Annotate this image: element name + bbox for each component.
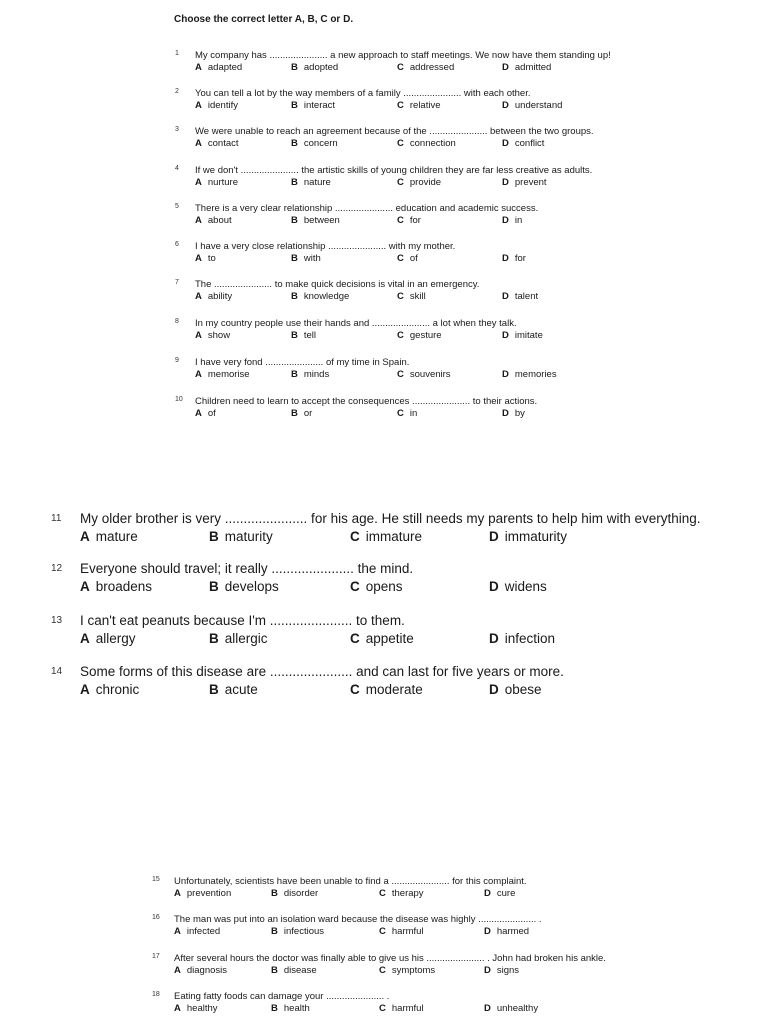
option-text: chronic xyxy=(95,682,140,697)
option-text: with xyxy=(303,253,321,264)
option-letter: D xyxy=(489,579,499,594)
option-letter: C xyxy=(397,138,404,149)
option-letter: C xyxy=(397,215,404,226)
option-letter: D xyxy=(502,408,509,419)
option-a[interactable] xyxy=(195,177,238,188)
option-letter: B xyxy=(209,631,219,646)
option-letter: A xyxy=(174,965,181,976)
option-c[interactable] xyxy=(397,408,417,419)
option-text: signs xyxy=(496,965,520,976)
option-b[interactable] xyxy=(271,1003,310,1014)
option-letter: B xyxy=(271,926,278,937)
option-text: nurture xyxy=(207,177,238,188)
option-d[interactable] xyxy=(502,138,544,149)
option-letter: D xyxy=(502,100,509,111)
option-text: connection xyxy=(409,138,456,149)
option-text: maturity xyxy=(224,529,273,544)
question-stem: If we don't ...................... the artistic skills of young children they are far less creative as adults. xyxy=(195,165,593,176)
option-letter: C xyxy=(397,177,404,188)
option-text: immaturity xyxy=(504,529,568,544)
option-b[interactable] xyxy=(271,888,318,899)
option-letter: D xyxy=(489,682,499,697)
question-number: 13 xyxy=(51,615,63,626)
question-number: 1 xyxy=(175,50,179,57)
question-stem: My company has ...................... a new approach to staff meetings. We now have them standing up! xyxy=(195,50,611,61)
option-a[interactable] xyxy=(195,253,216,264)
option-b[interactable] xyxy=(291,369,329,380)
option-text: show xyxy=(207,330,231,341)
option-text: admitted xyxy=(514,62,552,73)
option-letter: B xyxy=(291,138,298,149)
option-d[interactable] xyxy=(502,253,526,264)
option-letter: A xyxy=(195,62,202,73)
option-letter: A xyxy=(80,682,90,697)
option-letter: A xyxy=(174,926,181,937)
option-c[interactable] xyxy=(379,888,424,899)
option-letter: B xyxy=(291,369,298,380)
option-text: obese xyxy=(504,682,542,697)
option-text: disease xyxy=(283,965,317,976)
option-c[interactable] xyxy=(397,369,451,380)
question-number: 9 xyxy=(175,357,179,364)
option-text: gesture xyxy=(409,330,442,341)
option-a[interactable] xyxy=(195,100,238,111)
question-number: 12 xyxy=(51,563,63,574)
option-letter: B xyxy=(209,529,219,544)
question-number: 2 xyxy=(175,88,179,95)
option-letter: A xyxy=(195,408,202,419)
option-a[interactable] xyxy=(80,631,136,646)
option-c[interactable] xyxy=(350,529,422,544)
option-text: broadens xyxy=(95,579,153,594)
option-text: tell xyxy=(303,330,317,341)
question-number: 7 xyxy=(175,279,179,286)
option-letter: C xyxy=(379,926,386,937)
option-text: cure xyxy=(496,888,516,899)
option-letter: D xyxy=(489,631,499,646)
option-text: unhealthy xyxy=(496,1003,539,1014)
option-letter: D xyxy=(502,253,509,264)
option-a[interactable] xyxy=(174,965,227,976)
option-c[interactable] xyxy=(397,177,441,188)
option-text: harmful xyxy=(391,926,424,937)
option-letter: B xyxy=(291,62,298,73)
option-letter: C xyxy=(350,631,360,646)
option-text: appetite xyxy=(365,631,414,646)
option-d[interactable] xyxy=(489,682,542,697)
option-text: allergic xyxy=(224,631,268,646)
option-c[interactable] xyxy=(397,215,421,226)
option-b[interactable] xyxy=(291,253,321,264)
question-stem: The ...................... to make quick decisions is vital in an emergency. xyxy=(195,279,480,290)
option-b[interactable] xyxy=(209,631,268,646)
option-text: in xyxy=(514,215,523,226)
option-letter: C xyxy=(397,291,404,302)
option-d[interactable] xyxy=(502,177,547,188)
question-stem: You can tell a lot by the way members of a family ...................... with each other. xyxy=(195,88,531,99)
option-letter: A xyxy=(195,215,202,226)
option-a[interactable] xyxy=(80,529,138,544)
option-text: mature xyxy=(95,529,138,544)
option-c[interactable] xyxy=(350,579,403,594)
option-letter: D xyxy=(502,291,509,302)
option-text: talent xyxy=(514,291,539,302)
option-b[interactable] xyxy=(291,215,340,226)
option-text: disorder xyxy=(283,888,319,899)
question-number: 4 xyxy=(175,165,179,172)
option-letter: A xyxy=(174,1003,181,1014)
option-text: for xyxy=(514,253,526,264)
option-letter: B xyxy=(291,291,298,302)
option-letter: D xyxy=(489,529,499,544)
option-c[interactable] xyxy=(379,1003,424,1014)
option-text: therapy xyxy=(391,888,424,899)
option-text: harmed xyxy=(496,926,530,937)
option-text: concern xyxy=(303,138,338,149)
option-b[interactable] xyxy=(291,138,338,149)
option-b[interactable] xyxy=(271,965,317,976)
option-b[interactable] xyxy=(209,529,273,544)
question-number: 15 xyxy=(152,876,160,883)
option-letter: B xyxy=(291,408,298,419)
option-letter: D xyxy=(502,138,509,149)
option-c[interactable] xyxy=(397,291,426,302)
option-letter: C xyxy=(397,369,404,380)
option-text: immature xyxy=(365,529,423,544)
option-a[interactable] xyxy=(80,579,152,594)
option-text: of xyxy=(409,253,418,264)
question-stem: Some forms of this disease are ...................... and can last for five years or more. xyxy=(80,664,564,679)
option-text: ability xyxy=(207,291,233,302)
exercise-instruction: Choose the correct letter A, B, C or D. xyxy=(174,14,354,25)
option-text: allergy xyxy=(95,631,136,646)
question-stem: Eating fatty foods can damage your ...................... . xyxy=(174,991,390,1002)
option-letter: D xyxy=(502,215,509,226)
option-c[interactable] xyxy=(350,682,423,697)
option-text: symptoms xyxy=(391,965,436,976)
option-text: souvenirs xyxy=(409,369,451,380)
option-a[interactable] xyxy=(195,215,232,226)
option-d[interactable] xyxy=(484,1003,538,1014)
option-letter: A xyxy=(80,529,90,544)
option-text: identify xyxy=(207,100,238,111)
option-a[interactable] xyxy=(195,330,230,341)
option-text: memories xyxy=(514,369,557,380)
option-b[interactable] xyxy=(209,579,279,594)
option-letter: A xyxy=(195,330,202,341)
option-text: minds xyxy=(303,369,330,380)
option-text: infectious xyxy=(283,926,325,937)
option-letter: D xyxy=(484,888,491,899)
option-letter: B xyxy=(291,330,298,341)
option-letter: C xyxy=(350,579,360,594)
question-stem: My older brother is very ...................... for his age. He still needs my parents to help him with everything. xyxy=(80,511,701,526)
option-letter: D xyxy=(502,177,509,188)
option-letter: C xyxy=(350,529,360,544)
option-text: imitate xyxy=(514,330,543,341)
question-stem: Children need to learn to accept the consequences ...................... to their actions. xyxy=(195,396,538,407)
option-text: health xyxy=(283,1003,310,1014)
option-d[interactable] xyxy=(502,62,551,73)
option-text: prevention xyxy=(186,888,232,899)
option-text: of xyxy=(207,408,216,419)
option-letter: A xyxy=(80,631,90,646)
option-letter: B xyxy=(271,1003,278,1014)
option-b[interactable] xyxy=(291,330,316,341)
option-text: relative xyxy=(409,100,441,111)
option-text: skill xyxy=(409,291,426,302)
option-c[interactable] xyxy=(379,926,424,937)
option-c[interactable] xyxy=(379,965,435,976)
option-text: diagnosis xyxy=(186,965,228,976)
option-text: provide xyxy=(409,177,442,188)
option-letter: C xyxy=(379,1003,386,1014)
option-d[interactable] xyxy=(484,965,519,976)
option-text: adopted xyxy=(303,62,339,73)
option-text: addressed xyxy=(409,62,455,73)
option-letter: C xyxy=(397,62,404,73)
option-text: conflict xyxy=(514,138,545,149)
option-text: in xyxy=(409,408,418,419)
option-text: moderate xyxy=(365,682,423,697)
option-d[interactable] xyxy=(502,100,562,111)
option-letter: A xyxy=(195,177,202,188)
option-letter: B xyxy=(291,177,298,188)
option-c[interactable] xyxy=(397,253,418,264)
option-b[interactable] xyxy=(291,177,331,188)
question-number: 10 xyxy=(175,396,183,403)
option-a[interactable] xyxy=(174,888,231,899)
option-letter: A xyxy=(174,888,181,899)
option-text: healthy xyxy=(186,1003,218,1014)
option-letter: B xyxy=(271,888,278,899)
option-a[interactable] xyxy=(195,369,250,380)
option-d[interactable] xyxy=(502,291,538,302)
option-text: infection xyxy=(504,631,556,646)
question-stem: We were unable to reach an agreement because of the ...................... between the two groups. xyxy=(195,126,594,137)
option-letter: B xyxy=(291,215,298,226)
option-letter: A xyxy=(195,100,202,111)
option-a[interactable] xyxy=(80,682,139,697)
option-letter: A xyxy=(195,253,202,264)
option-letter: B xyxy=(271,965,278,976)
option-b[interactable] xyxy=(291,408,312,419)
question-stem: In my country people use their hands and ...................... a lot when they talk. xyxy=(195,318,517,329)
option-a[interactable] xyxy=(195,138,239,149)
option-text: nature xyxy=(303,177,331,188)
option-c[interactable] xyxy=(350,631,414,646)
option-d[interactable] xyxy=(489,529,567,544)
option-letter: C xyxy=(397,330,404,341)
option-letter: A xyxy=(195,291,202,302)
option-b[interactable] xyxy=(291,291,349,302)
option-b[interactable] xyxy=(291,62,338,73)
question-stem: The man was put into an isolation ward because the disease was highly ...................... . xyxy=(174,914,542,925)
option-text: prevent xyxy=(514,177,547,188)
option-b[interactable] xyxy=(271,926,324,937)
option-letter: D xyxy=(502,330,509,341)
option-letter: C xyxy=(379,965,386,976)
option-letter: D xyxy=(484,965,491,976)
question-number: 11 xyxy=(51,513,62,524)
option-letter: B xyxy=(209,682,219,697)
option-d[interactable] xyxy=(502,215,522,226)
option-letter: C xyxy=(397,100,404,111)
option-a[interactable] xyxy=(174,926,220,937)
option-text: knowledge xyxy=(303,291,350,302)
question-number: 5 xyxy=(175,203,179,210)
option-text: memorise xyxy=(207,369,250,380)
option-text: about xyxy=(207,215,232,226)
option-c[interactable] xyxy=(397,62,454,73)
option-letter: A xyxy=(195,138,202,149)
question-stem: There is a very clear relationship ...................... education and academic success. xyxy=(195,203,539,214)
question-number: 14 xyxy=(51,666,63,677)
question-stem: Everyone should travel; it really ...................... the mind. xyxy=(80,561,414,576)
option-text: develops xyxy=(224,579,279,594)
question-number: 17 xyxy=(152,953,160,960)
question-number: 18 xyxy=(152,991,160,998)
option-letter: C xyxy=(379,888,386,899)
option-letter: D xyxy=(484,1003,491,1014)
option-text: interact xyxy=(303,100,336,111)
option-text: to xyxy=(207,253,216,264)
question-stem: I can't eat peanuts because I'm ...................... to them. xyxy=(80,613,405,628)
option-letter: B xyxy=(291,100,298,111)
option-letter: B xyxy=(209,579,219,594)
option-d[interactable] xyxy=(489,631,555,646)
option-c[interactable] xyxy=(397,330,442,341)
option-letter: C xyxy=(350,682,360,697)
question-stem: I have very fond ...................... of my time in Spain. xyxy=(195,357,410,368)
option-letter: D xyxy=(502,369,509,380)
option-text: widens xyxy=(504,579,547,594)
option-c[interactable] xyxy=(397,138,456,149)
question-number: 6 xyxy=(175,241,179,248)
option-text: understand xyxy=(514,100,563,111)
option-d[interactable] xyxy=(484,926,529,937)
option-text: contact xyxy=(207,138,239,149)
option-text: by xyxy=(514,408,525,419)
question-stem: After several hours the doctor was finally able to give us his ...................... . John had broken his ankle. xyxy=(174,953,606,964)
option-letter: B xyxy=(291,253,298,264)
option-b[interactable] xyxy=(291,100,335,111)
option-b[interactable] xyxy=(209,682,258,697)
option-d[interactable] xyxy=(502,330,543,341)
option-letter: C xyxy=(397,253,404,264)
option-text: opens xyxy=(365,579,403,594)
option-text: adapted xyxy=(207,62,243,73)
question-stem: Unfortunately, scientists have been unable to find a ...................... for this complaint. xyxy=(174,876,527,887)
option-text: harmful xyxy=(391,1003,424,1014)
option-letter: A xyxy=(80,579,90,594)
option-d[interactable] xyxy=(502,408,525,419)
question-number: 16 xyxy=(152,914,160,921)
option-a[interactable] xyxy=(174,1003,218,1014)
option-text: between xyxy=(303,215,340,226)
option-text: acute xyxy=(224,682,258,697)
question-number: 3 xyxy=(175,126,179,133)
option-letter: D xyxy=(502,62,509,73)
option-text: or xyxy=(303,408,313,419)
option-a[interactable] xyxy=(195,408,216,419)
option-a[interactable] xyxy=(195,62,242,73)
question-stem: I have a very close relationship ...................... with my mother. xyxy=(195,241,456,252)
option-text: infected xyxy=(186,926,221,937)
option-letter: C xyxy=(397,408,404,419)
option-letter: D xyxy=(484,926,491,937)
option-d[interactable] xyxy=(484,888,515,899)
option-a[interactable] xyxy=(195,291,232,302)
option-letter: A xyxy=(195,369,202,380)
question-number: 8 xyxy=(175,318,179,325)
option-text: for xyxy=(409,215,421,226)
option-d[interactable] xyxy=(502,369,557,380)
option-d[interactable] xyxy=(489,579,547,594)
option-c[interactable] xyxy=(397,100,441,111)
